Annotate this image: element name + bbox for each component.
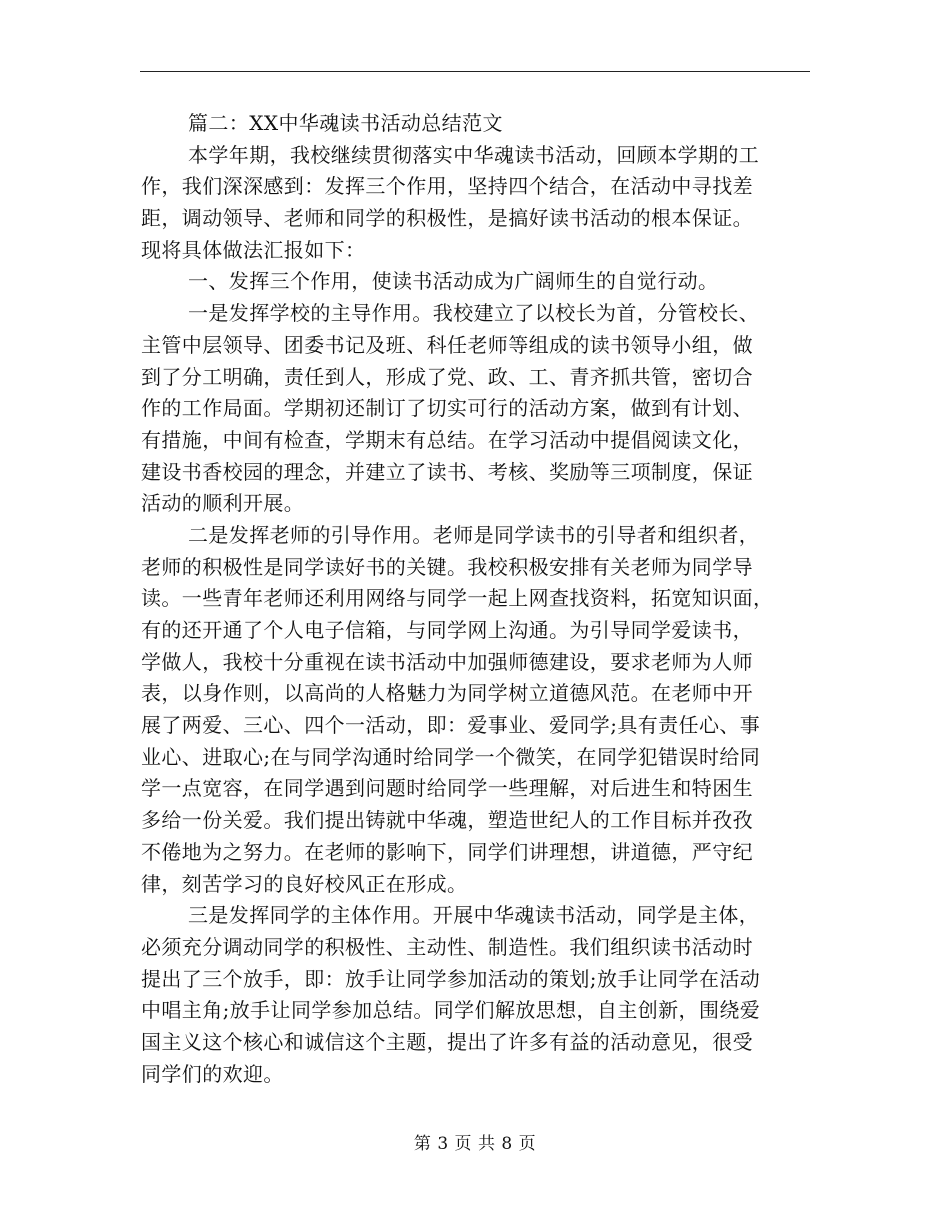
text-line: 距，调动领导、老师和同学的积极性，是搞好读书活动的根本保证。 [141,206,753,231]
text-line: 有的还开通了个人电子信箱，与同学网上沟通。为引导同学爱读书， [141,618,753,642]
text-line: 不倦地为之努力。在老师的影响下，同学们讲理想，讲道德，严守纪 [141,839,753,864]
text-line: 学做人，我校十分重视在读书活动中加强师德建设，要求老师为人师 [141,649,753,674]
text-line: 建设书香校园的理念，并建立了读书、考核、奖励等三项制度，保证 [141,459,753,484]
text-line: 读。一些青年老师还利用网络与同学一起上网查找资料，拓宽知识面， [141,586,774,611]
text-line: 律，刻苦学习的良好校风正在形成。 [141,871,468,896]
text-line: 表，以身作则，以高尚的人格魅力为同学树立道德风范。在老师中开 [141,681,753,706]
text-line: 学一点宽容，在同学遇到问题时给同学一些理解，对后进生和特困生 [141,776,753,801]
document-title: 篇二：XX中华魂读书活动总结范文 [188,111,503,135]
text-line: 到了分工明确，责任到人，形成了党、政、工、青齐抓共管，密切合 [141,364,753,389]
text-line: 多给一份关爱。我们提出铸就中华魂，塑造世纪人的工作目标并孜孜 [141,808,753,833]
text-line: 三是发挥同学的主体作用。开展中华魂读书活动，同学是主体， [188,903,760,928]
text-line: 作，我们深深感到：发挥三个作用，坚持四个结合，在活动中寻找差 [141,174,753,199]
text-line: 国主义这个核心和诚信这个主题，提出了许多有益的活动意见，很受 [141,1029,753,1054]
text-line: 业心、进取心;在与同学沟通时给同学一个微笑，在同学犯错误时给同 [141,744,761,769]
text-line: 一是发挥学校的主导作用。我校建立了以校长为首，分管校长、 [188,301,760,326]
text-line: 同学们的欢迎。 [141,1061,284,1086]
text-line: 提出了三个放手，即：放手让同学参加活动的策划;放手让同学在活动 [141,966,761,991]
page-number-footer: 第 3 页 共 8 页 [413,1134,537,1154]
text-line: 必须充分调动同学的积极性、主动性、制造性。我们组织读书活动时 [141,934,753,959]
document-body [141,108,793,1090]
text-line: 作的工作局面。学期初还制订了切实可行的活动方案，做到有计划、 [141,396,753,421]
text-line: 主管中层领导、团委书记及班、科任老师等组成的读书领导小组，做 [141,332,753,357]
text-line: 展了两爱、三心、四个一活动，即：爱事业、爱同学;具有责任心、事 [141,713,761,738]
text-line: 有措施，中间有检查，学期末有总结。在学习活动中提倡阅读文化， [141,427,753,452]
header-divider [140,71,810,72]
text-line: 老师的积极性是同学读好书的关键。我校积极安排有关老师为同学导 [141,554,753,579]
text-line: 中唱主角;放手让同学参加总结。同学们解放思想，自主创新，围绕爱 [141,998,761,1023]
text-line: 现将具体做法汇报如下： [141,237,366,262]
text-line: 本学年期，我校继续贯彻落实中华魂读书活动，回顾本学期的工 [188,142,760,167]
text-line: 二是发挥老师的引导作用。老师是同学读书的引导者和组织者， [188,522,760,547]
section-heading: 一、发挥三个作用，使读书活动成为广阔师生的自觉行动。 [188,269,719,294]
text-line: 活动的顺利开展。 [141,491,305,516]
